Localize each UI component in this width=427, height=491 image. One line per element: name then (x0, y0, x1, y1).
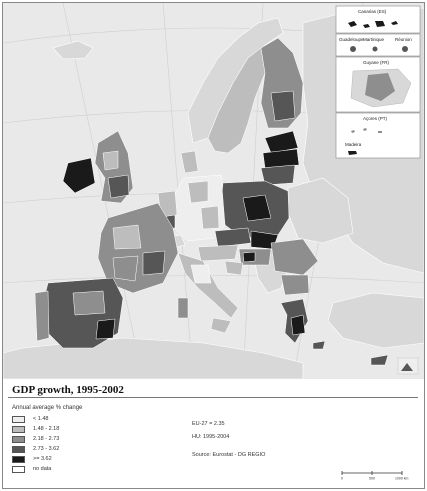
legend-label: 1.48 - 2.18 (33, 426, 60, 432)
legend-swatch (12, 446, 25, 453)
legend-item (12, 444, 59, 454)
scale-mid: 500 (369, 476, 375, 480)
inset-label-madeira: Madeira (345, 142, 362, 147)
legend-label: >= 3.62 (33, 456, 52, 462)
legend-item (12, 464, 51, 474)
title-rule (8, 397, 418, 398)
europe-map (3, 3, 424, 379)
legend-swatch (12, 416, 25, 423)
legend-swatch (12, 426, 25, 433)
inset-panels (336, 6, 420, 158)
inset-label-guadeloupe: Guadeloupe (339, 37, 364, 42)
legend-swatch (12, 466, 25, 473)
source-note: Source: Eurostat - DG REGIO (192, 452, 266, 458)
legend-item (12, 434, 59, 444)
inset-label-reunion: Réunion (395, 37, 412, 42)
inset-label-guyane: Guyane (FR) (363, 60, 390, 65)
legend-label: 2.18 - 2.73 (33, 436, 60, 442)
hu-years-note: HU: 1995-2004 (192, 434, 230, 440)
eurostat-logo (398, 358, 418, 374)
legend-heading: Annual average % change (12, 405, 83, 411)
eu-average-note: EU-27 = 2.35 (192, 421, 225, 427)
scale-bar (340, 470, 410, 480)
legend-item (12, 424, 59, 434)
scale-end: 1000 km (395, 476, 409, 480)
legend-swatch (12, 456, 25, 463)
inset-label-martinique: Martinique (363, 37, 385, 42)
map-title: GDP growth, 1995-2002 (12, 384, 124, 396)
inset-label-canarias: Canarias (ES) (358, 9, 387, 14)
legend-label: 2.73 - 3.62 (33, 446, 60, 452)
scale-zero: 0 (341, 476, 343, 480)
legend-label: < 1.48 (33, 416, 49, 422)
inset-label-acores: Açores (PT) (363, 116, 388, 121)
legend-label: no data (33, 466, 52, 472)
legend-item (12, 454, 52, 464)
legend-swatch (12, 436, 25, 443)
legend-item (12, 414, 48, 424)
